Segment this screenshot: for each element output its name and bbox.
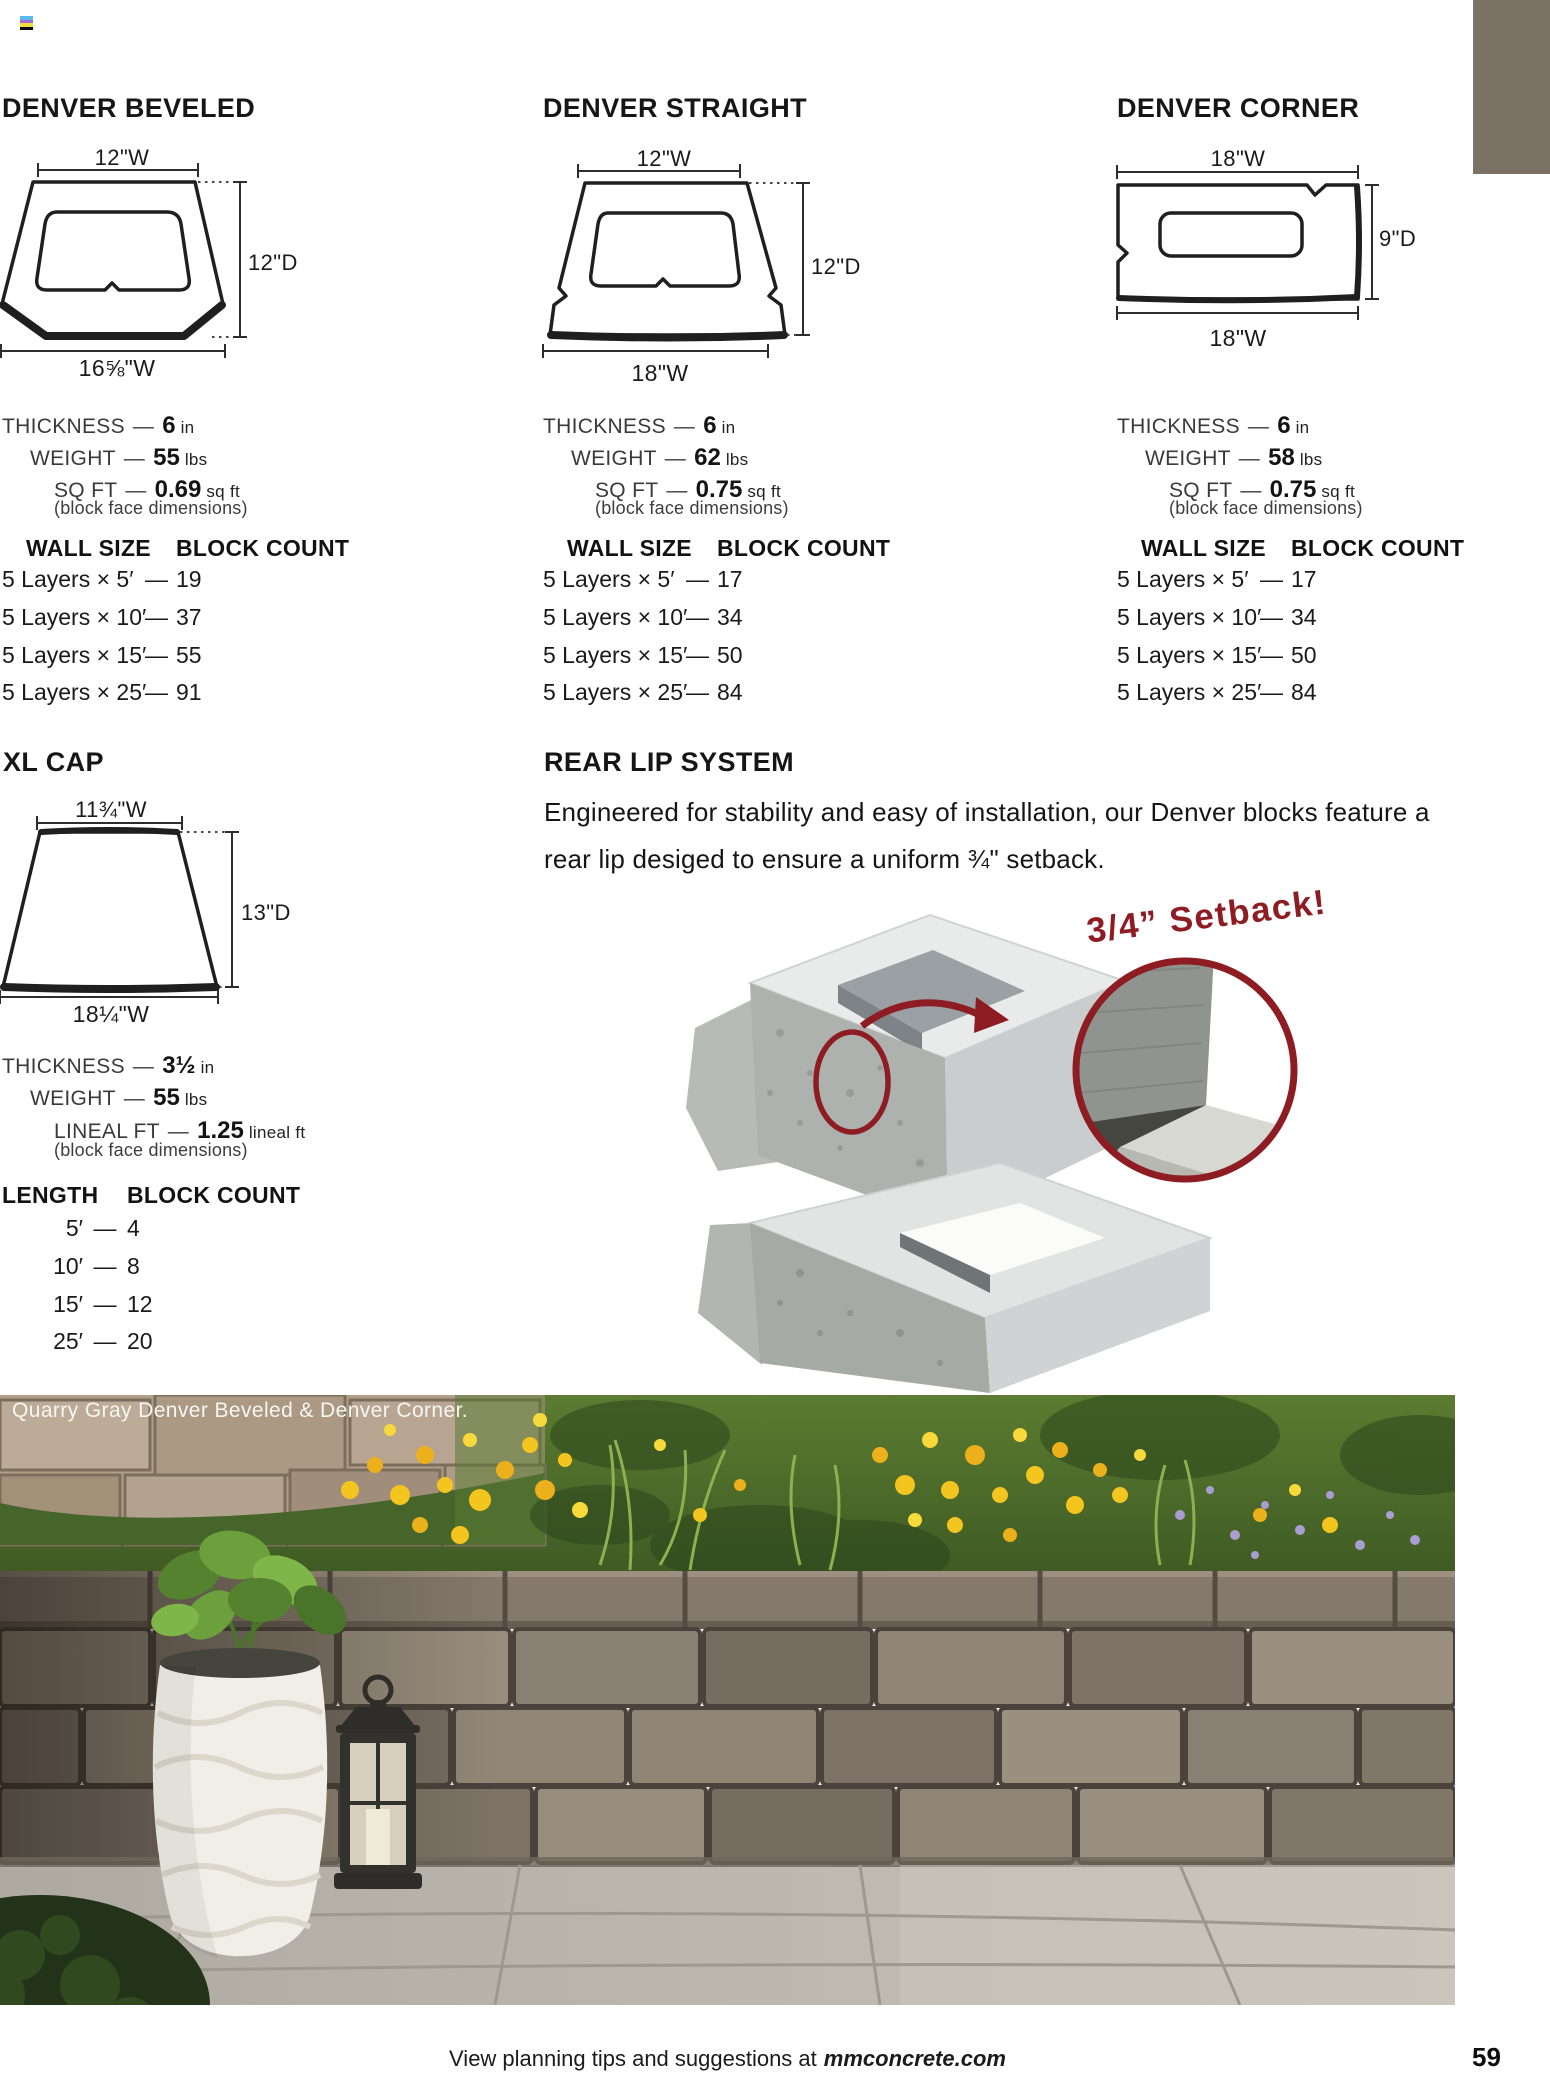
- rear-lip-illustration: [600, 893, 1340, 1393]
- spec-sqft: SQ FT — 0.75 sq ft: [595, 476, 781, 503]
- dim-top-width: 18"W: [1210, 146, 1266, 171]
- dim-top-width: 12"W: [94, 145, 150, 170]
- spec-weight: WEIGHT — 58 lbs: [1145, 444, 1323, 471]
- table-row: 10′ — 8: [53, 1253, 140, 1279]
- section-corner-tab: [1473, 0, 1550, 174]
- table-header-block-count: BLOCK COUNT: [176, 535, 350, 561]
- table-header-block-count: BLOCK COUNT: [127, 1182, 301, 1208]
- dim-depth: 12"D: [811, 254, 861, 279]
- spec-note: (block face dimensions): [595, 498, 789, 518]
- table-row: 5 Layers × 5′ — 17: [1117, 566, 1317, 592]
- table-row: 5 Layers × 15′— 55: [2, 642, 202, 668]
- dim-depth: 12"D: [248, 250, 298, 275]
- table-row: 5 Layers × 15′— 50: [543, 642, 743, 668]
- table-row: 5 Layers × 10′— 34: [543, 604, 743, 630]
- rear-lip-paragraph: Engineered for stability and easy of installation, our Denver blocks feature a rear lip desiged to ensure a uniform ¾" setback.: [544, 797, 1430, 874]
- table-row: 15′ — 12: [53, 1291, 153, 1317]
- print-registration-bar: [20, 16, 33, 30]
- table-header-block-count: BLOCK COUNT: [1291, 535, 1465, 561]
- table-row: 5 Layers × 25′— 84: [1117, 679, 1317, 705]
- color-bar-black: [20, 27, 33, 31]
- spec-sqft: SQ FT — 0.69 sq ft: [54, 476, 240, 503]
- white-planter-pot: [153, 1648, 327, 1958]
- dim-top-width: 11¾"W: [75, 797, 147, 822]
- dim-depth: 9"D: [1379, 226, 1417, 251]
- table-row: 5 Layers × 5′ — 17: [543, 566, 743, 592]
- spec-thickness: THICKNESS — 3½ in: [2, 1052, 215, 1079]
- spec-note: (block face dimensions): [1169, 498, 1363, 518]
- spec-thickness: THICKNESS — 6 in: [1117, 412, 1310, 439]
- table-row: 5 Layers × 25′— 84: [543, 679, 743, 705]
- product-title: DENVER BEVELED: [2, 93, 256, 123]
- dim-depth: 13"D: [241, 900, 291, 925]
- table-row: 25′ — 20: [53, 1328, 153, 1354]
- table-header-length: LENGTH: [2, 1182, 99, 1208]
- product-title: DENVER STRAIGHT: [543, 93, 808, 123]
- page-number: 59: [1472, 2042, 1501, 2072]
- dim-bottom-width: 18"W: [631, 360, 689, 386]
- spec-lineal-ft: LINEAL FT — 1.25 lineal ft: [54, 1117, 306, 1144]
- spec-weight: WEIGHT — 55 lbs: [30, 1084, 208, 1111]
- spec-note: (block face dimensions): [54, 498, 248, 518]
- spec-note: (block face dimensions): [54, 1140, 248, 1160]
- product-title: DENVER CORNER: [1117, 93, 1360, 123]
- table-row: 5 Layers × 15′— 50: [1117, 642, 1317, 668]
- table-row: 5′ — 4: [65, 1215, 140, 1241]
- dim-top-width: 12"W: [636, 146, 692, 171]
- footer: [0, 2046, 1455, 2072]
- table-header-wall-size: WALL SIZE: [26, 535, 151, 561]
- dim-bottom-width: 18¼"W: [72, 1001, 150, 1027]
- xl-cap-title: XL CAP: [3, 747, 104, 777]
- table-header-wall-size: WALL SIZE: [1141, 535, 1266, 561]
- table-header-block-count: BLOCK COUNT: [717, 535, 891, 561]
- table-row: 5 Layers × 10′— 34: [1117, 604, 1317, 630]
- table-row: 5 Layers × 25′— 91: [2, 679, 202, 705]
- table-row: 5 Layers × 5′ — 19: [2, 566, 202, 592]
- footer-site-link[interactable]: mmconcrete.com: [823, 2046, 1006, 2071]
- garden-wall-photo: [0, 1395, 1455, 2005]
- dim-bottom-width: 18"W: [1209, 325, 1267, 351]
- footer-text: View planning tips and suggestions at: [449, 2046, 817, 2071]
- table-header-wall-size: WALL SIZE: [567, 535, 692, 561]
- photo-caption: Quarry Gray Denver Beveled & Denver Corner.: [12, 1399, 469, 1422]
- rear-lip-title: REAR LIP SYSTEM: [544, 747, 795, 777]
- table-row: 5 Layers × 10′— 37: [2, 604, 202, 630]
- spec-thickness: THICKNESS — 6 in: [543, 412, 736, 439]
- spec-weight: WEIGHT — 62 lbs: [571, 444, 749, 471]
- spec-weight: WEIGHT — 55 lbs: [30, 444, 208, 471]
- setback-annotation: 3/4” Setback!: [1084, 882, 1329, 951]
- spec-thickness: THICKNESS — 6 in: [2, 412, 195, 439]
- dim-bottom-width: 16⅝"W: [78, 355, 156, 381]
- spec-sqft: SQ FT — 0.75 sq ft: [1169, 476, 1355, 503]
